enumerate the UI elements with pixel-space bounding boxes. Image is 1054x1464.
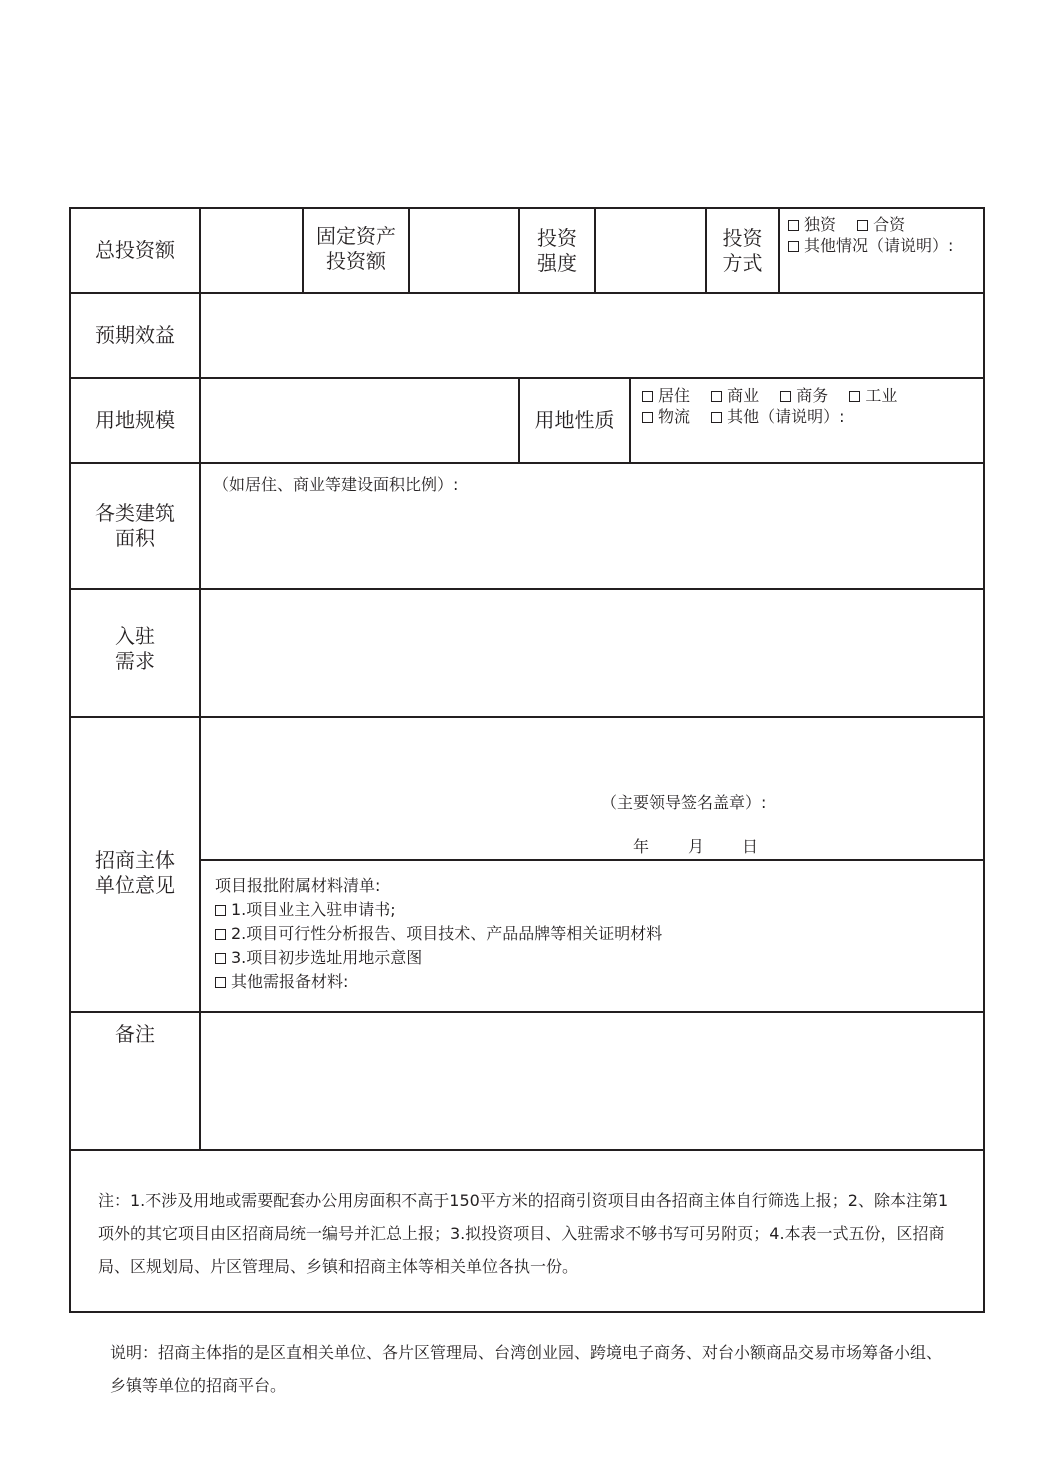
checkbox-icon[interactable]: [711, 391, 722, 402]
land-nature-label: 用地性质: [534, 408, 615, 432]
checkbox-icon[interactable]: [857, 220, 868, 231]
checkbox-icon[interactable]: [780, 391, 791, 402]
option-other-nature[interactable]: 其他（请说明）:: [711, 407, 844, 426]
building-area-label: 各类建筑 面积: [95, 501, 175, 550]
option-industrial[interactable]: 工业: [849, 386, 897, 405]
material-item[interactable]: 3.项目初步选址用地示意图: [215, 946, 662, 970]
checkbox-icon[interactable]: [711, 412, 722, 423]
fixed-asset-investment-field[interactable]: [410, 209, 518, 292]
opinion-label: 招商主体 单位意见: [95, 847, 175, 897]
checkbox-icon[interactable]: [642, 391, 653, 402]
investment-method-label: 投资 方式: [722, 225, 763, 275]
option-logistics[interactable]: 物流: [642, 407, 690, 426]
expected-benefit-field[interactable]: [201, 294, 983, 377]
option-sole-investment[interactable]: 独资: [788, 215, 836, 234]
building-area-hint: （如居住、商业等建设面积比例）:: [213, 475, 459, 494]
settle-needs-field[interactable]: [201, 590, 983, 716]
remarks-field[interactable]: [201, 1013, 983, 1149]
option-residential[interactable]: 居住: [642, 386, 690, 405]
material-item[interactable]: 2.项目可行性分析报告、项目技术、产品品牌等相关证明材料: [215, 922, 662, 946]
explanation-text: 说明：招商主体指的是区直相关单位、各片区管理局、台湾创业园、跨境电子商务、对台小额商品交易市场筹备小组、乡镇等单位的招商平台。: [110, 1343, 943, 1395]
footnote: 注：1.不涉及用地或需要配套办公用房面积不高于150平方米的招商引资项目由各招商主体自行筛选上报；2、除本注第1项外的其它项目由区招商局统一编号并汇总上报；3.拟投资项目、入驻需求不够书写可另附页；4.本表一式五份，区招商局、区规划局、片区管理局、乡镇和招商主体等相关单位各执一份。: [98, 1191, 949, 1276]
materials-title: 项目报批附属材料清单:: [215, 876, 381, 895]
material-item[interactable]: 其他需报备材料:: [215, 970, 662, 994]
checkbox-icon[interactable]: [215, 929, 226, 940]
land-nature-options: [642, 385, 897, 427]
option-commercial[interactable]: 商业: [711, 386, 759, 405]
total-investment-field[interactable]: [201, 209, 302, 292]
remarks-label: 备注: [115, 1021, 155, 1046]
land-scale-field[interactable]: [201, 379, 518, 462]
signature-label: （主要领导签名盖章）:: [601, 793, 767, 812]
land-scale-label: 用地规模: [95, 408, 175, 432]
checkbox-icon[interactable]: [215, 953, 226, 964]
investment-intensity-field[interactable]: [596, 209, 705, 292]
materials-list: [215, 874, 662, 994]
option-other-method[interactable]: 其他情况（请说明）:: [788, 235, 953, 256]
checkbox-icon[interactable]: [642, 412, 653, 423]
total-investment-label: 总投资额: [95, 238, 175, 262]
date-day: 日: [742, 837, 759, 856]
investment-intensity-label: 投资 强度: [537, 225, 577, 275]
settle-needs-label: 入驻 需求: [115, 624, 155, 673]
checkbox-icon[interactable]: [215, 905, 226, 916]
option-business[interactable]: 商务: [780, 386, 828, 405]
option-joint-venture[interactable]: 合资: [857, 215, 905, 234]
material-item[interactable]: 1.项目业主入驻申请书;: [215, 898, 662, 922]
checkbox-icon[interactable]: [215, 977, 226, 988]
building-area-field[interactable]: [201, 500, 983, 588]
date-year: 年: [633, 837, 650, 856]
row-divider: [69, 1149, 985, 1151]
checkbox-icon[interactable]: [788, 241, 799, 252]
checkbox-icon[interactable]: [788, 220, 799, 231]
row-divider: [200, 859, 985, 861]
checkbox-icon[interactable]: [849, 391, 860, 402]
opinion-field[interactable]: [201, 718, 983, 788]
row-divider: [69, 462, 985, 464]
fixed-asset-investment-label: 固定资产 投资额: [316, 223, 396, 273]
col-divider: [629, 377, 631, 464]
expected-benefit-label: 预期效益: [95, 323, 175, 347]
date-month: 月: [688, 837, 705, 856]
col-divider: [778, 207, 780, 294]
investment-method-options: [788, 214, 953, 256]
